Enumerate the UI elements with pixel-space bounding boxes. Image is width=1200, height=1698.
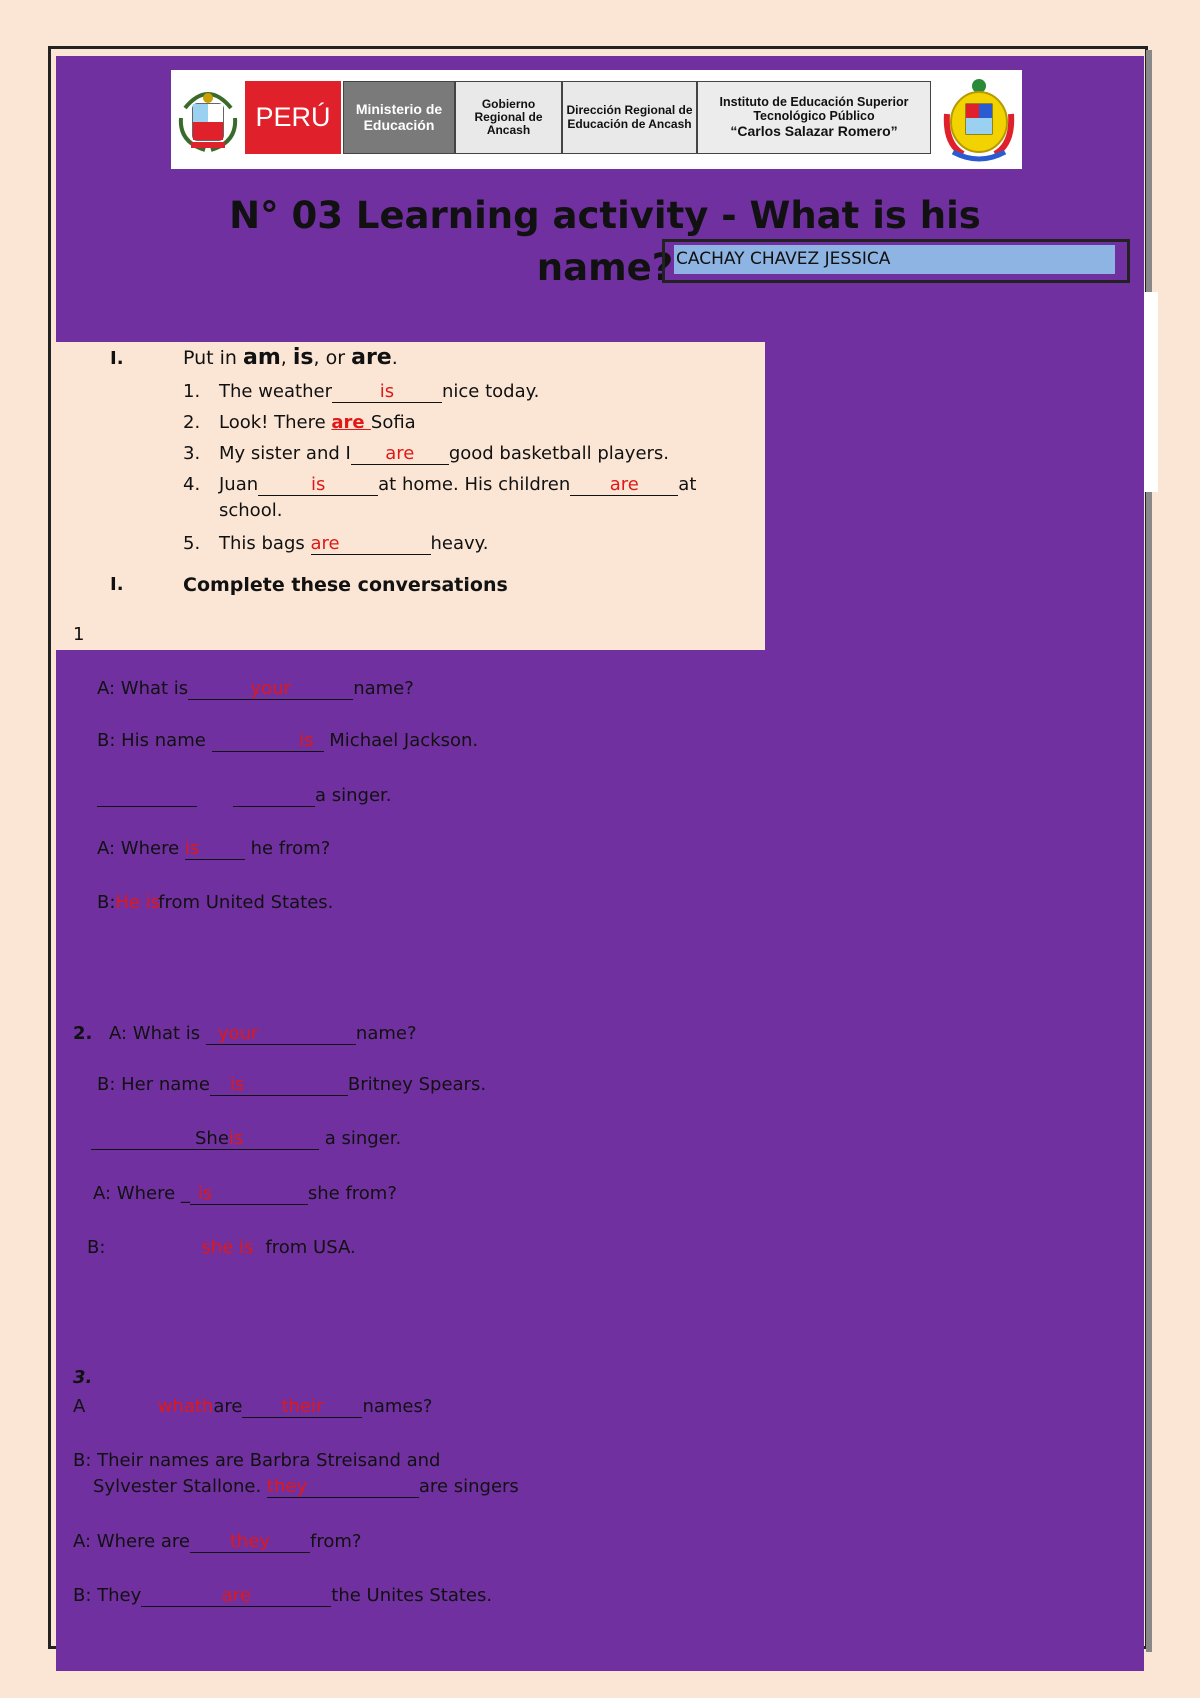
item-number: 4. — [183, 474, 201, 495]
conv1-line-4: A: Where is he from? — [97, 838, 331, 859]
instituto-line-3: “Carlos Salazar Romero” — [730, 122, 898, 139]
side-blank — [1144, 292, 1158, 492]
item-number: 1. — [183, 381, 201, 402]
answer-field[interactable]: is — [332, 382, 442, 403]
item-text: nice today. — [441, 381, 540, 402]
answer-field[interactable]: He is — [115, 892, 161, 913]
answer-field[interactable]: are — [331, 412, 371, 433]
conv3-line-3: A: Where are they from? — [73, 1531, 362, 1552]
conv1-line-3: a singer. — [97, 785, 392, 807]
answer-field[interactable]: your — [206, 1024, 356, 1045]
answer-field[interactable]: Sheis — [91, 1129, 319, 1150]
peru-coat-of-arms-icon — [175, 78, 241, 158]
conv1-line-5: B:He is from United States. — [97, 892, 334, 913]
gobierno-label: Gobierno Regional de Ancash — [455, 81, 562, 154]
peru-label: PERÚ — [245, 81, 341, 154]
conversation-3-label: 3. — [73, 1367, 93, 1388]
conversation-1-label: 1 — [73, 624, 85, 645]
blank-field[interactable] — [97, 786, 197, 807]
conv2-line-2: B: Her name is Britney Spears. — [97, 1074, 487, 1095]
conv3-line-4: B: They are the Unites States. — [73, 1585, 493, 1606]
answer-field[interactable]: is — [210, 1075, 348, 1096]
worksheet-background — [56, 56, 1144, 1671]
section-1-numeral: I. — [110, 348, 124, 369]
item-number: 5. — [183, 533, 201, 554]
item-text-continued: school. — [219, 500, 283, 521]
item-text: good basketball players. — [448, 443, 670, 464]
section-1-instruction: Put in am, is, or are. — [183, 345, 398, 370]
answer-field[interactable]: they — [190, 1532, 310, 1553]
section-2-heading: Complete these conversations — [183, 574, 508, 596]
word-am: am — [243, 345, 281, 370]
conv3-line-2b: Sylvester Stallone. they are singers — [93, 1476, 519, 1497]
word-or: , or — [313, 347, 352, 369]
item-text: Look! There — [219, 412, 332, 433]
conv3-line-1: A whathare their names? — [73, 1396, 433, 1417]
item-number: 2. — [183, 412, 201, 433]
item-text: Juan — [219, 474, 259, 495]
instruction-pre: Put in — [183, 347, 244, 369]
section-2-numeral: I. — [110, 574, 124, 595]
item-text: Sofia — [370, 412, 416, 433]
header-logos — [171, 70, 1022, 169]
item-text: at — [678, 474, 697, 495]
answer-field[interactable]: whath — [157, 1396, 214, 1417]
list-item — [183, 381, 540, 402]
frame-shadow — [1146, 50, 1152, 1652]
word-is: is — [292, 345, 314, 370]
student-name-field[interactable]: CACHAY CHAVEZ JESSICA — [674, 245, 1115, 274]
instituto-line-2: Tecnológico Público — [753, 108, 875, 123]
conversation-2-label: 2. — [73, 1023, 93, 1044]
list-item — [183, 443, 670, 464]
conv1-line-2: B: His name is Michael Jackson. — [97, 730, 479, 751]
answer-field[interactable]: their — [242, 1397, 362, 1418]
answer-field[interactable]: they — [267, 1477, 419, 1498]
item-text: heavy. — [430, 533, 489, 554]
conv2-line-4: A: Where _ is she from? — [93, 1183, 397, 1204]
institute-crest-icon — [939, 74, 1019, 164]
answer-field[interactable]: are — [570, 475, 678, 496]
ministerio-label: Ministerio de Educación — [343, 81, 455, 154]
answer-field[interactable]: are — [311, 534, 431, 555]
instituto-label — [697, 81, 931, 154]
instituto-line-1: Instituto de Educación Superior — [719, 95, 909, 110]
item-text: My sister and I — [219, 443, 351, 464]
answer-field[interactable]: she is — [201, 1237, 254, 1258]
list-item — [183, 533, 489, 554]
item-number: 3. — [183, 443, 201, 464]
page-title: N° 03 Learning activity - What is his name? — [229, 194, 981, 289]
conv3-line-2a: B: Their names are Barbra Streisand and — [73, 1450, 441, 1471]
answer-field[interactable]: is — [185, 839, 245, 860]
item-text: at home. His children — [378, 474, 571, 495]
item-text: The weather — [219, 381, 332, 402]
answer-field[interactable]: your — [188, 679, 353, 700]
list-item — [183, 474, 697, 495]
blank-field[interactable] — [233, 786, 315, 807]
conv2-line-3: Sheis a singer. — [91, 1128, 401, 1150]
answer-field[interactable]: is — [258, 475, 378, 496]
conv2-line-5: B: she is from USA. — [87, 1237, 356, 1258]
word-are: are — [351, 345, 392, 370]
item-text: This bags — [219, 533, 311, 554]
answer-field[interactable]: are — [141, 1586, 331, 1607]
answer-field[interactable]: is — [212, 731, 324, 752]
conv2-line-1: A: What is your name? — [109, 1023, 417, 1044]
answer-field[interactable]: are — [351, 444, 449, 465]
answer-field[interactable]: is — [190, 1184, 308, 1205]
conv1-line-1: A: What is your name? — [97, 678, 414, 699]
direccion-label: Dirección Regional de Educación de Ancash — [562, 81, 697, 154]
list-item — [183, 412, 416, 433]
